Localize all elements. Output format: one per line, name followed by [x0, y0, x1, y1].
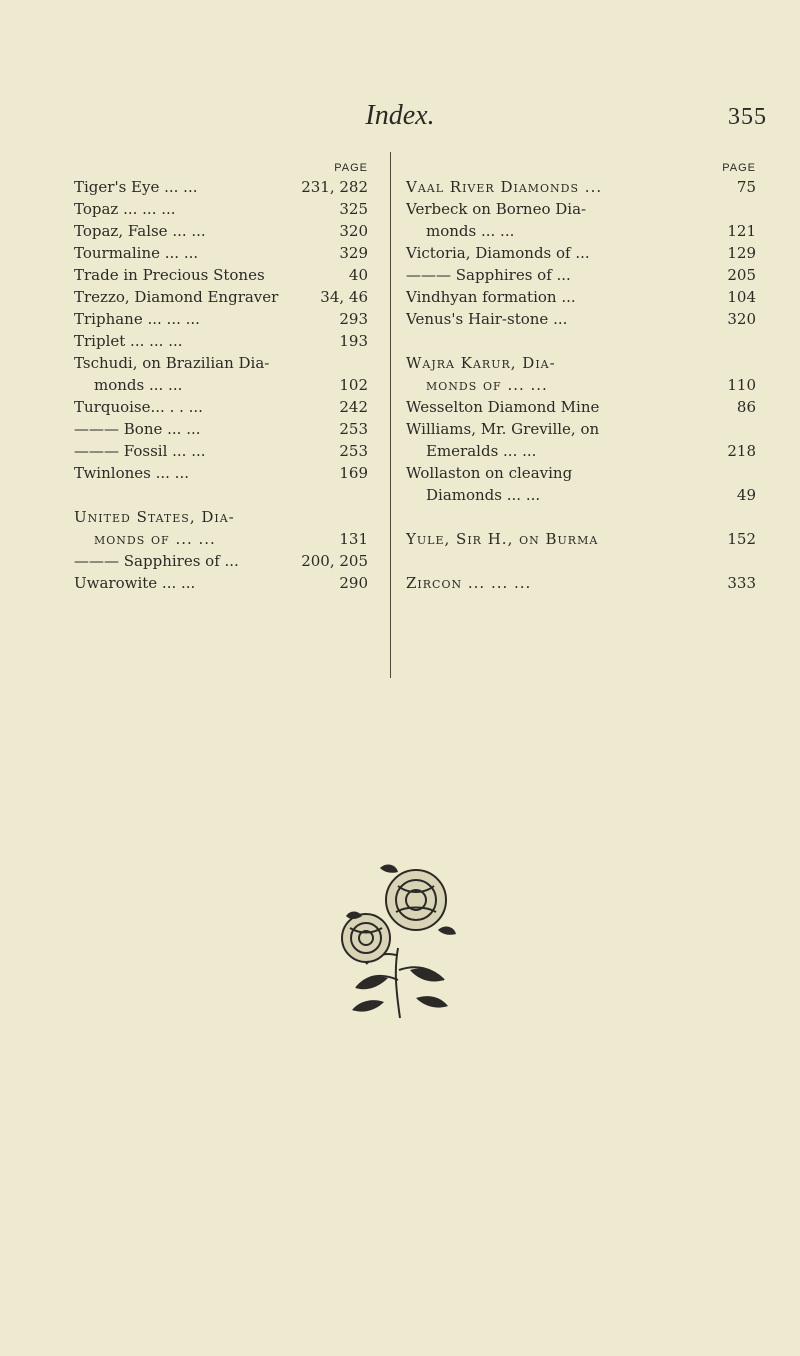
right-index-column — [406, 160, 756, 594]
entry-text: monds of ... ... — [94, 530, 216, 548]
index-entry — [74, 308, 368, 330]
index-entry — [406, 286, 756, 308]
index-entry — [406, 308, 756, 330]
entry-page: 290 — [339, 574, 368, 592]
entry-text: Vindhyan formation ... — [406, 288, 576, 306]
entry-page: 253 — [339, 420, 368, 438]
entry-text: monds of ... ... — [426, 376, 548, 394]
section-gap — [406, 330, 756, 352]
entry-text: Triplet ... ... ... — [74, 332, 183, 350]
index-entry — [406, 198, 756, 220]
entry-page: 242 — [339, 398, 368, 416]
entry-text: ——— Sapphires of ... — [406, 266, 571, 284]
entry-text: Wajra Karur, Dia- — [406, 354, 556, 372]
entry-text: ——— Sapphires of ... — [74, 552, 239, 570]
page-number: 355 — [728, 104, 767, 130]
entry-text: Turquoise... . . ... — [74, 398, 203, 416]
entry-page: 131 — [339, 530, 368, 548]
entry-text: Vaal River Diamonds ... — [406, 178, 603, 196]
entry-text: Venus's Hair-stone ... — [406, 310, 568, 328]
index-entry — [74, 198, 368, 220]
index-entry — [406, 352, 756, 374]
index-entry — [406, 572, 756, 594]
entry-text: Wesselton Diamond Mine — [406, 398, 600, 416]
index-entry — [406, 374, 756, 396]
entry-page: 169 — [339, 464, 368, 482]
entry-text: Trezzo, Diamond Engraver — [74, 288, 279, 306]
index-entry — [406, 396, 756, 418]
index-entry — [74, 330, 368, 352]
section-gap — [406, 550, 756, 572]
index-entry — [406, 528, 756, 550]
index-entry — [406, 220, 756, 242]
entry-text: Verbeck on Borneo Dia- — [406, 200, 587, 218]
entry-page: 325 — [339, 200, 368, 218]
index-entry — [74, 462, 368, 484]
entry-text: Williams, Mr. Greville, on — [406, 420, 600, 438]
entry-text: Victoria, Diamonds of ... — [406, 244, 590, 262]
index-entry — [74, 264, 368, 286]
index-entry — [406, 462, 756, 484]
entry-page: 193 — [339, 332, 368, 350]
entry-text: United States, Dia- — [74, 508, 235, 526]
entry-page: 205 — [727, 266, 756, 284]
entry-text: Uwarowite ... ... — [74, 574, 196, 592]
entry-page: 86 — [736, 398, 756, 416]
entry-text: Trade in Precious Stones — [74, 266, 265, 284]
entry-text: monds ... ... — [426, 222, 515, 240]
entry-page: 49 — [736, 486, 756, 504]
entry-text: Tourmaline ... ... — [74, 244, 199, 262]
index-entry — [74, 352, 368, 374]
entry-page: 104 — [727, 288, 756, 306]
index-entry — [74, 286, 368, 308]
entry-page: 333 — [727, 574, 756, 592]
entry-text: ——— Bone ... ... — [74, 420, 201, 438]
index-entry — [406, 264, 756, 286]
entry-page: 320 — [727, 310, 756, 328]
entry-page: 200, 205 — [301, 552, 368, 570]
entry-text: Tiger's Eye ... ... — [74, 178, 198, 196]
section-gap — [406, 506, 756, 528]
index-entry — [74, 396, 368, 418]
index-entry — [406, 484, 756, 506]
entry-page: 102 — [339, 376, 368, 394]
entry-text: ——— Fossil ... ... — [74, 442, 206, 460]
entry-page: 110 — [727, 376, 756, 394]
index-entry — [74, 550, 368, 572]
entry-page: 231, 282 — [301, 178, 368, 196]
left-index-column — [74, 160, 368, 594]
entry-text: Tschudi, on Brazilian Dia- — [74, 354, 270, 372]
running-title: Index. — [365, 100, 435, 131]
page-column-header: PAGE — [334, 162, 368, 174]
section-gap — [74, 484, 368, 506]
entry-text: Topaz, False ... ... — [74, 222, 206, 240]
index-entry — [406, 242, 756, 264]
entry-page: 320 — [339, 222, 368, 240]
entry-page: 34, 46 — [320, 288, 368, 306]
entry-text: monds ... ... — [94, 376, 183, 394]
index-entry — [406, 176, 756, 198]
index-entry — [74, 176, 368, 198]
entry-text: Triphane ... ... ... — [74, 310, 200, 328]
index-entry — [74, 220, 368, 242]
index-entry — [406, 418, 756, 440]
index-entry — [406, 440, 756, 462]
index-entry — [74, 374, 368, 396]
entry-text: Emeralds ... ... — [426, 442, 537, 460]
entry-page: 253 — [339, 442, 368, 460]
entry-text: Yule, Sir H., on Burma — [406, 530, 599, 548]
entry-text: Topaz ... ... ... — [74, 200, 176, 218]
entry-page: 40 — [348, 266, 368, 284]
page-column-header: PAGE — [722, 162, 756, 174]
entry-page: 121 — [727, 222, 756, 240]
index-entry — [74, 242, 368, 264]
entry-page: 329 — [339, 244, 368, 262]
entry-text: Twinlones ... ... — [74, 464, 189, 482]
index-entry — [74, 572, 368, 594]
index-entry — [74, 506, 368, 528]
entry-text: Zircon ... ... ... — [406, 574, 532, 592]
entry-text: Wollaston on cleaving — [406, 464, 573, 482]
entry-page: 218 — [727, 442, 756, 460]
rose-ornament-icon — [336, 860, 464, 1020]
entry-page: 152 — [727, 530, 756, 548]
index-entry — [74, 418, 368, 440]
entry-page: 75 — [736, 178, 756, 196]
index-entry — [74, 528, 368, 550]
entry-page: 293 — [339, 310, 368, 328]
entry-text: Diamonds ... ... — [426, 486, 541, 504]
entry-page: 129 — [727, 244, 756, 262]
index-entry — [74, 440, 368, 462]
column-divider — [390, 152, 391, 678]
